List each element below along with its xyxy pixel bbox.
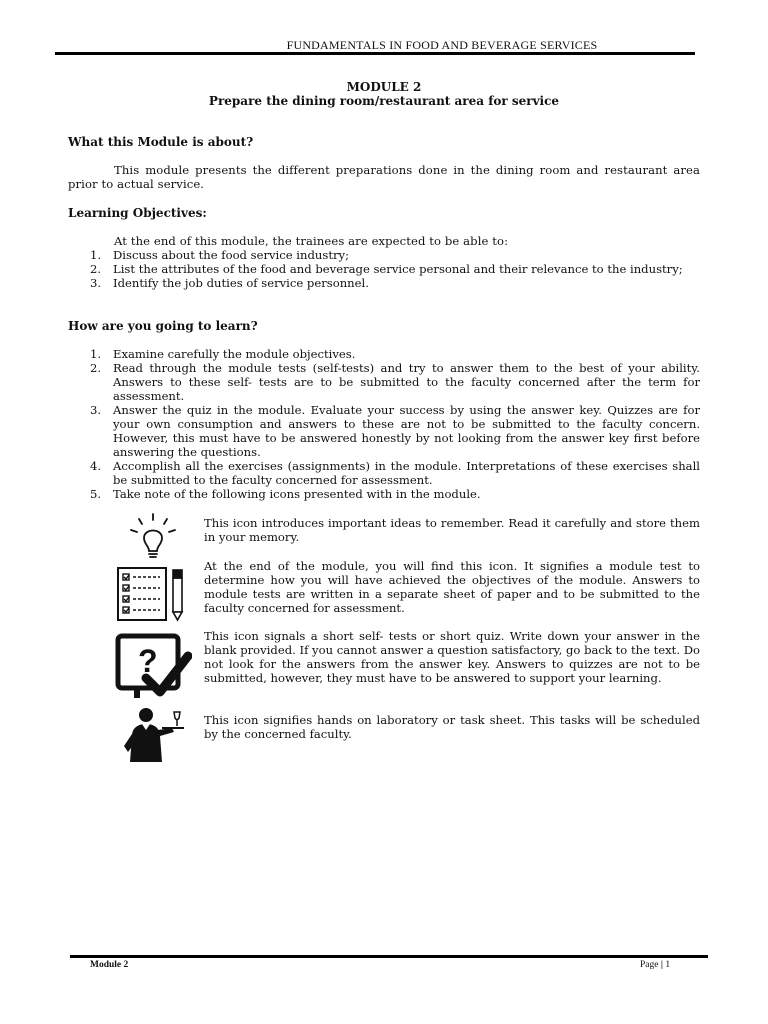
list-item: 3. Identify the job duties of service personnel. xyxy=(90,276,369,290)
lightbulb-icon-text: This icon introduces important ideas to remember. Read it carefully and store them in your memory. xyxy=(204,516,700,544)
module-subtitle: Prepare the dining room/restaurant area for service xyxy=(208,94,560,108)
list-item: 2. List the attributes of the food and beverage service personal and their relevance to the industry; xyxy=(90,262,683,276)
list-item: 5. Take note of the following icons presented with in the module. xyxy=(90,487,481,501)
footer-page xyxy=(640,960,670,970)
objectives-intro: At the end of this module, the trainees are expected to be able to: xyxy=(114,234,509,248)
list-item: 2. Read through the module tests (self-tests) and try to answer them to the best of your ability. Answers to these self- tests are to be submitted to the faculty concerned after the term for assessment. xyxy=(90,361,700,403)
header-rule xyxy=(55,52,695,55)
header-title: FUNDAMENTALS IN FOOD AND BEVERAGE SERVICES xyxy=(286,38,598,52)
waiter-icon-text: This icon signifies hands on laboratory or task sheet. This tasks will be scheduled by the concerned faculty. xyxy=(204,713,700,741)
learn-list xyxy=(68,347,700,501)
list-item: 1. Examine carefully the module objectives. xyxy=(90,347,356,361)
footer-module-label: Module 2 xyxy=(90,960,129,970)
footer-page-separator: | xyxy=(660,960,663,970)
module-number: MODULE 2 xyxy=(346,80,422,94)
lightbulb-icon xyxy=(118,512,188,562)
svg-text:?: ? xyxy=(138,643,158,679)
quiz-icon-text: This icon signals a short self- tests or short quiz. Write down your answer in the blank provided. If you cannot answer a question satisfactory, go back to the text. Do not look for the answers from the answer key. Answers to quizzes are not to be submitted, however, they must have to be answered to support your learning. xyxy=(204,629,700,685)
checklist-icon-text: At the end of the module, you will find this icon. It signifies a module test to determine how you will have achieved the objectives of the module. Answers to module tests are written in a separate sheet of paper and to be submitted to the faculty concerned for assessment. xyxy=(204,559,700,615)
about-text: This module presents the different preparations done in the dining room and restaurant area prior to actual service. xyxy=(68,163,700,191)
objectives-heading: Learning Objectives: xyxy=(68,206,207,220)
waiter-icon xyxy=(116,706,190,762)
footer-rule xyxy=(70,955,708,958)
objectives-list xyxy=(68,248,700,290)
footer-page-number: 1 xyxy=(665,960,671,970)
list-item: 1. Discuss about the food service industry; xyxy=(90,248,349,262)
footer-page-label: Page xyxy=(640,960,659,970)
list-item: 3. Answer the quiz in the module. Evaluate your success by using the answer key. Quizzes are for your own consumption and answers to these are not to be submitted to the faculty concern. However, this must have to be answered honestly by not looking from the answer key first before answering the questions. xyxy=(90,403,700,459)
quiz-icon xyxy=(112,630,192,704)
about-heading: What this Module is about? xyxy=(68,135,254,149)
list-item: 4. Accomplish all the exercises (assignments) in the module. Interpretations of these exercises shall be submitted to the faculty concerned for assessment. xyxy=(90,459,700,487)
learn-heading: How are you going to learn? xyxy=(68,319,258,333)
checklist-icon xyxy=(116,564,192,622)
